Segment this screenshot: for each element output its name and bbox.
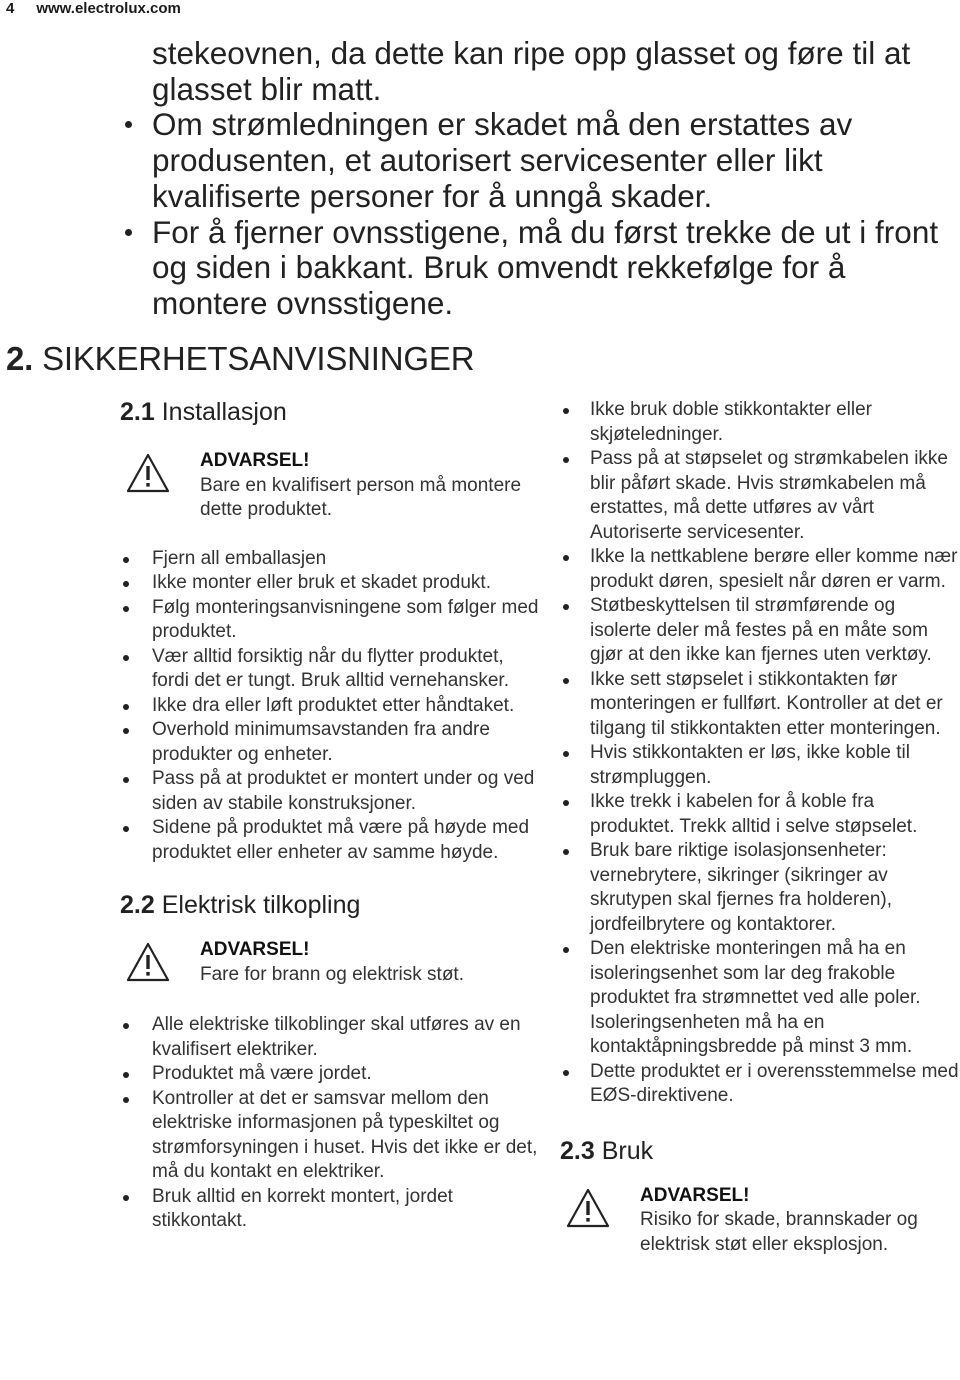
list-item: Sidene på produktet må være på høyde med produktet eller enheter av samme høyde.: [120, 816, 540, 865]
warning-text: Bare en kvalifisert person må montere dette produktet.: [200, 474, 522, 520]
list-item: Hvis stikkontakten er løs, ikke koble til strømpluggen.: [560, 741, 960, 790]
list-item: Fjern all emballasjen: [120, 547, 540, 572]
list-item: Ikke dra eller løft produktet etter håndtaket.: [120, 694, 540, 719]
list-item: Overhold minimumsavstanden fra andre produkter og enheter.: [120, 718, 540, 767]
subsection-title-elektrisk: [120, 891, 540, 920]
warning-icon: [566, 1188, 610, 1228]
elektrisk-list-continued: [560, 398, 960, 1109]
list-item: Pass på at støpselet og strømkabelen ikke blir påført skade. Hvis strømkabelen må erstattes, må dette utføres av vårt Autoriserte servicesenter.: [560, 447, 960, 545]
page-number: 4: [6, 0, 15, 17]
list-item: Dette produktet er i overensstemmelse med EØS-direktivene.: [560, 1060, 960, 1109]
list-item: Den elektriske monteringen må ha en isoleringsenhet som lar deg frakoble produktet fra strømnettet ved alle poler. Isoleringsenheten må ha en kontaktåpningsbredde på minst 3 mm.: [560, 937, 960, 1060]
list-item: Følg monteringsanvisningene som følger med produktet.: [120, 596, 540, 645]
warning-box: [120, 938, 540, 987]
list-item: Ikke trekk i kabelen for å koble fra produktet. Trekk alltid i selve støpselet.: [560, 790, 960, 839]
list-item: Ikke la nettkablene berøre eller komme nær produkt døren, spesielt når døren er varm.: [560, 545, 960, 594]
list-item: Pass på at produktet er montert under og ved siden av stabile konstruksjoner.: [120, 767, 540, 816]
warning-icon: [126, 453, 170, 493]
warning-text: Fare for brann og elektrisk støt.: [200, 963, 464, 985]
subsection-title-bruk: [560, 1137, 960, 1166]
subsection-number: 2.3: [560, 1136, 595, 1165]
section-title: [6, 340, 474, 378]
top-bullets: [152, 107, 957, 321]
list-item: Støtbeskyttelsen til strømførende og isolerte deler må festes på en måte som gjør at den ikke kan fjernes uten verktøy.: [560, 594, 960, 668]
section-number: 2.: [6, 340, 34, 377]
warning-box: [560, 1184, 960, 1258]
list-item: Ikke bruk doble stikkontakter eller skjøteledninger.: [560, 398, 960, 447]
list-item: Bruk bare riktige isolasjonsenheter: vernebrytere, sikringer (sikringer av skrutypen skal fjernes fra holderen), jordfeilbrytere og kontaktorer.: [560, 839, 960, 937]
warning-label: ADVARSEL!: [640, 1184, 750, 1206]
list-item: Om strømledningen er skadet må den erstattes av produsenten, et autorisert servicesenter eller likt kvalifiserte personer for å unngå skader.: [152, 107, 957, 214]
subsection-title-text: Elektrisk tilkopling: [161, 891, 361, 919]
left-column: [120, 398, 540, 1234]
warning-icon: [126, 942, 170, 982]
warning-box: [120, 449, 540, 523]
subsection-title-installasjon: [120, 398, 540, 427]
list-item: Ikke sett støpselet i stikkontakten før monteringen er fullført. Kontroller at det er tilgang til stikkontakten etter monteringen.: [560, 668, 960, 742]
list-item: Kontroller at det er samsvar mellom den elektriske informasjonen på typeskiltet og strømforsyningen i huset. Hvis det ikke er det, må du kontakt en elektriker.: [120, 1087, 540, 1185]
list-item: For å fjerner ovnsstigene, må du først trekke de ut i front og siden i bakkant. Bruk omvendt rekkefølge for å montere ovnsstigene.: [152, 215, 957, 322]
warning-label: ADVARSEL!: [200, 450, 310, 471]
right-column: [560, 398, 960, 1257]
subsection-number: 2.2: [120, 891, 155, 919]
elektrisk-list: [120, 1013, 540, 1234]
list-item: Ikke monter eller bruk et skadet produkt.: [120, 571, 540, 596]
warning-text: Risiko for skade, brannskader og elektrisk støt eller eksplosjon.: [640, 1209, 918, 1255]
subsection-title-text: Bruk: [601, 1136, 654, 1165]
continued-text: stekeovnen, da dette kan ripe opp glasset og føre til at glasset blir matt.: [152, 35, 911, 107]
list-item: Bruk alltid en korrekt montert, jordet stikkontakt.: [120, 1185, 540, 1234]
installasjon-list: [120, 547, 540, 866]
list-item: Alle elektriske tilkoblinger skal utføres av en kvalifisert elektriker.: [120, 1013, 540, 1062]
list-item: Vær alltid forsiktig når du flytter produktet, fordi det er tungt. Bruk alltid vernehansker.: [120, 645, 540, 694]
section-title-text: SIKKERHETSANVISNINGER: [42, 340, 475, 377]
subsection-number: 2.1: [120, 398, 155, 426]
warning-label: ADVARSEL!: [200, 939, 310, 960]
list-item: Produktet må være jordet.: [120, 1062, 540, 1087]
continued-section: [152, 36, 957, 322]
page-header: [6, 0, 181, 17]
site-url: www.electrolux.com: [36, 0, 181, 17]
subsection-title-text: Installasjon: [161, 398, 287, 426]
